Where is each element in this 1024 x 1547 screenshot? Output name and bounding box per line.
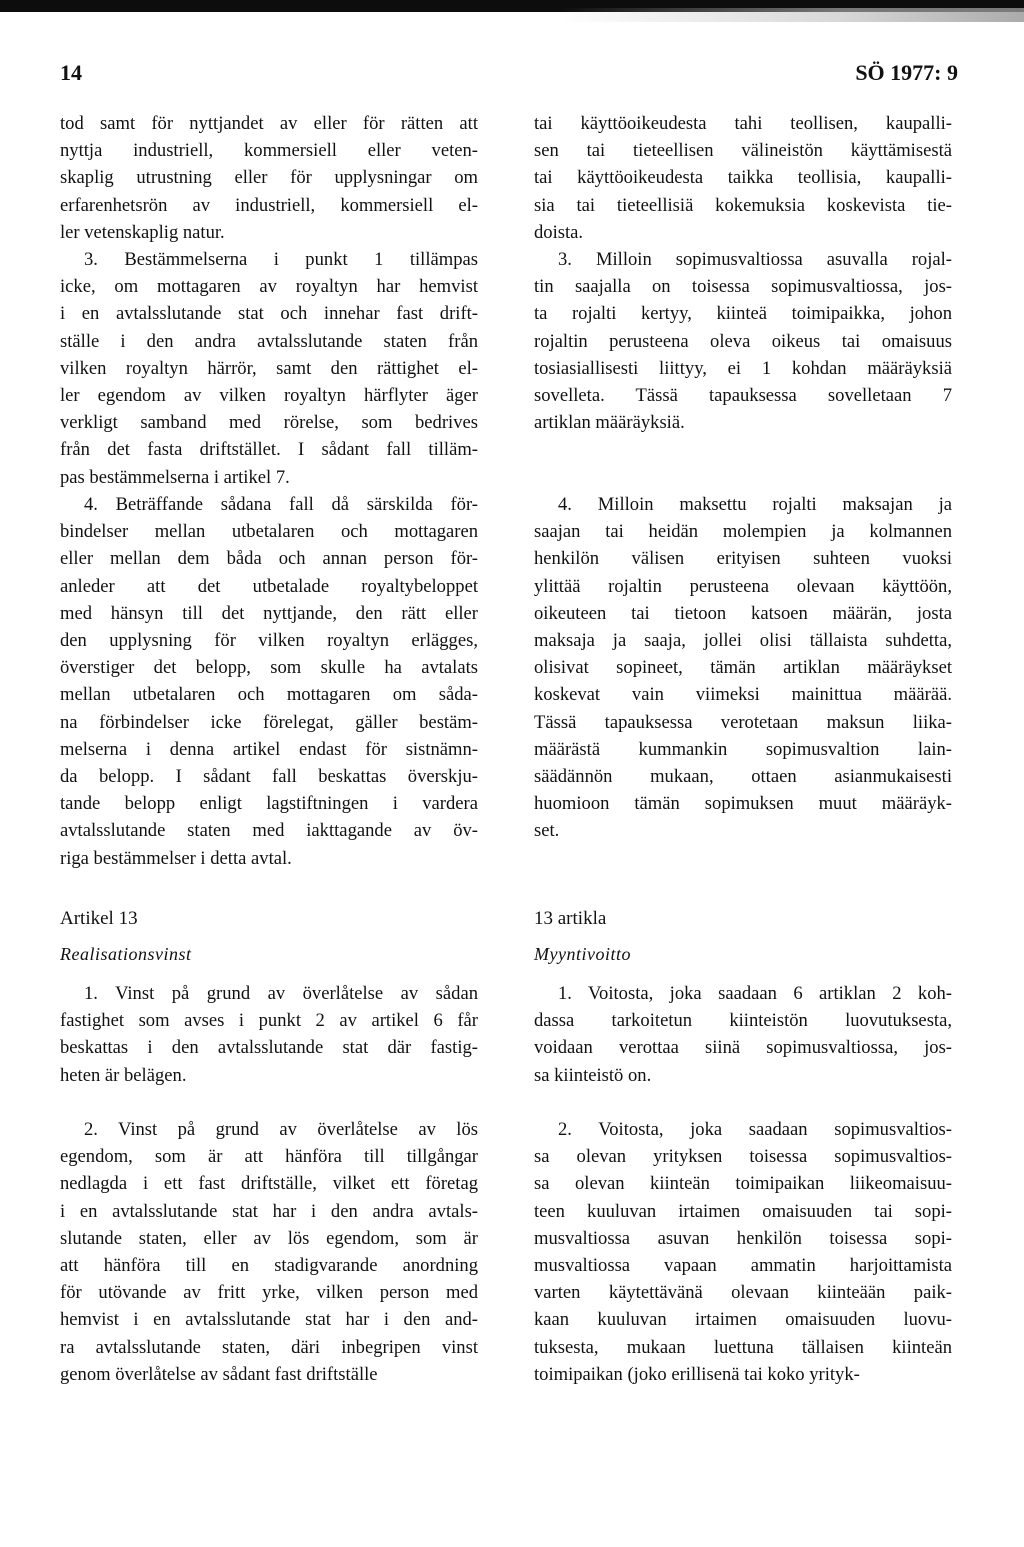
text-line: 2. Vinst på grund av överlåtelse av lös — [84, 1119, 478, 1140]
fi-article-subheading: Myyntivoitto — [534, 944, 631, 964]
text-line: tin saajalla on toisessa sopimusvaltiossa, jos- — [534, 276, 952, 298]
sv-article-13-paragraph-2 — [60, 1116, 478, 1388]
text-line: den upplysning för vilken royaltyn erlägges, — [60, 630, 478, 652]
text-line: melserna i denna artikel endast för sistnämn- — [60, 738, 478, 760]
fi-paragraph-4 — [534, 491, 952, 845]
text-line: tai käyttöoikeudesta tahi teollisen, kaupalli- — [534, 113, 952, 134]
text-line: riga bestämmelser i detta avtal. — [60, 847, 292, 869]
text-line: tande belopp enligt lagstiftningen i vardera — [60, 793, 478, 815]
fi-article-heading: 13 artikla — [534, 908, 607, 929]
text-line: tosiasiallisesti liittyy, ei 1 kohdan määräyksiä — [534, 357, 952, 379]
text-line: ler vetenskaplig natur. — [60, 221, 225, 243]
sv-intro-paragraph — [60, 110, 478, 246]
sv-article-heading: Artikel 13 — [60, 908, 138, 929]
sv-article-subheading: Realisationsvinst — [60, 944, 192, 964]
text-line: ta rojalti kertyy, kiinteä toimipaikka, johon — [534, 303, 952, 325]
text-line: da belopp. I sådant fall beskattas överskju- — [60, 766, 478, 788]
text-line: saajan tai heidän molempien ja kolmannen — [534, 521, 952, 543]
text-line: sa olevan yrityksen toisessa sopimusvaltios- — [534, 1146, 952, 1168]
text-line: varten käytettävänä olevaan kiinteään paik- — [534, 1282, 952, 1304]
text-line: ylittää rojaltin perusteena olevaan käyttöön, — [534, 575, 952, 597]
text-line: sa kiinteistö on. — [534, 1064, 652, 1086]
fi-article-13-paragraph-2 — [534, 1116, 952, 1388]
text-line: mellan utbetalaren och mottagaren om såda- — [60, 684, 478, 706]
text-line: musvaltiossa vapaan ammatin harjoittamista — [534, 1255, 952, 1277]
text-line: nedlagda i ett fast driftställe, vilket ett företag — [60, 1173, 478, 1195]
text-line: määrästä kummankin sopimusvaltion lain- — [534, 738, 952, 760]
text-line: för utövande av fritt yrke, vilken person med — [60, 1282, 478, 1304]
text-line: tod samt för nyttjandet av eller för rätten att — [60, 113, 478, 134]
text-line: från det fasta driftstället. I sådant fall tilläm- — [60, 439, 478, 461]
sv-article-13-paragraph-1 — [60, 980, 478, 1089]
text-line: genom överlåtelse av sådant fast driftställe — [60, 1363, 378, 1385]
text-line: hemvist i en avtalsslutande stat har i den and- — [60, 1309, 478, 1331]
fi-article-13-paragraph-1 — [534, 980, 952, 1089]
text-line: avtalsslutande staten med iakttagande av öv- — [60, 820, 478, 842]
text-line: med hänsyn till det nyttjande, den rätt eller — [60, 602, 478, 624]
text-line: sia tai tieteellisiä kokemuksia koskevista tie- — [534, 194, 952, 216]
top-rule-fade — [560, 8, 1024, 22]
text-line: tai käyttöoikeudesta taikka teollisia, kaupalli- — [534, 167, 952, 189]
text-line: bindelser mellan utbetalaren och mottagaren — [60, 521, 478, 543]
text-line: säädännön mukaan, ottaen asianmukaisesti — [534, 766, 952, 788]
text-line: att hänföra till en stadigvarande anordning — [60, 1255, 478, 1277]
text-line: heten är belägen. — [60, 1064, 187, 1086]
text-line: oikeuteen tai tietoon katsoen määrän, josta — [534, 602, 952, 624]
text-line: i en avtalsslutande stat och innehar fast drift- — [60, 303, 478, 325]
text-line: ställe i den andra avtalsslutande staten från — [60, 330, 478, 352]
text-line: i en avtalsslutande stat har i den andra avtals- — [60, 1200, 478, 1222]
text-line: toimipaikan (joko erillisenä tai koko yrityk- — [534, 1363, 860, 1385]
text-line: 1. Vinst på grund av överlåtelse av sådan — [84, 983, 478, 1004]
text-line: 1. Voitosta, joka saadaan 6 artiklan 2 koh- — [558, 983, 952, 1004]
text-line: musvaltiossa asuvan henkilön toisessa sopi- — [534, 1227, 952, 1249]
text-line: 4. Beträffande sådana fall då särskilda för- — [84, 494, 478, 515]
text-line: doista. — [534, 221, 584, 243]
document-reference: SÖ 1977: 9 — [855, 60, 958, 85]
text-line: vilken royaltyn härrör, samt den rättighet el- — [60, 357, 478, 379]
fi-paragraph-3 — [534, 246, 952, 436]
text-line: sovelleta. Tässä tapauksessa sovelletaan 7 — [534, 385, 952, 407]
fi-intro-paragraph — [534, 110, 952, 246]
text-line: fastighet som avses i punkt 2 av artikel 6 får — [60, 1010, 478, 1032]
sv-paragraph-3 — [60, 246, 478, 491]
text-line: anleder att det utbetalade royaltybeloppet — [60, 575, 478, 597]
text-line: pas bestämmelserna i artikel 7. — [60, 466, 290, 488]
text-line: ler egendom av vilken royaltyn härflyter äger — [60, 385, 478, 407]
text-line: erfarenhetsrön av industriell, kommersiell el- — [60, 194, 478, 216]
text-line: henkilön välisen erityisen suhteen vuoksi — [534, 548, 952, 570]
text-line: tuksesta, mukaan luettuna tällaisen kiinteän — [534, 1336, 952, 1358]
text-line: olisivat sopineet, tämän artiklan määräykset — [534, 657, 952, 679]
text-line: voidaan verottaa siinä sopimusvaltiossa, jos- — [534, 1037, 952, 1059]
text-line: icke, om mottagaren av royaltyn har hemvist — [60, 276, 478, 298]
text-line: sa olevan kiinteän toimipaikan liikeomaisuu- — [534, 1173, 952, 1195]
text-line: ra avtalsslutande staten, däri inbegripen vinst — [60, 1336, 478, 1358]
text-line: eller mellan dem båda och annan person för- — [60, 548, 478, 570]
text-line: egendom, som är att hänföra till tillgångar — [60, 1146, 478, 1168]
text-line: koskevat vain viimeksi mainittua määrää. — [534, 684, 952, 706]
text-line: nyttja industriell, kommersiell eller veten- — [60, 140, 478, 162]
text-line: set. — [534, 820, 560, 842]
text-line: slutande staten, eller av lös egendom, som är — [60, 1227, 478, 1249]
text-line: kaan kuuluvan irtaimen omaisuuden luovu- — [534, 1309, 952, 1331]
text-line: verkligt samband med rörelse, som bedrives — [60, 412, 478, 434]
text-line: sen tai tieteellisen välineistön käyttämisestä — [534, 140, 952, 162]
text-line: beskattas i den avtalsslutande stat där fastig- — [60, 1037, 478, 1059]
text-line: dassa tarkoitetun kiinteistön luovutuksesta, — [534, 1010, 952, 1032]
sv-paragraph-4 — [60, 491, 478, 872]
page-number: 14 — [60, 60, 82, 85]
text-line: artiklan määräyksiä. — [534, 412, 685, 434]
text-line: na förbindelser icke förelegat, gäller bestäm- — [60, 711, 478, 733]
text-line: rojaltin perusteena oleva oikeus tai omaisuus — [534, 330, 952, 352]
text-line: maksaja ja saaja, jollei olisi tällaista suhdetta, — [534, 630, 952, 652]
text-line: 2. Voitosta, joka saadaan sopimusvaltios- — [558, 1119, 952, 1140]
text-line: skaplig utrustning eller för upplysningar om — [60, 167, 478, 189]
text-line: huomioon tämän sopimuksen muut määräyk- — [534, 793, 952, 815]
text-line: 3. Milloin sopimusvaltiossa asuvalla rojal- — [558, 249, 952, 270]
text-line: 4. Milloin maksettu rojalti maksajan ja — [558, 494, 952, 515]
text-line: överstiger det belopp, som skulle ha avtalats — [60, 657, 478, 679]
text-line: 3. Bestämmelserna i punkt 1 tillämpas — [84, 249, 478, 270]
text-line: Tässä tapauksessa verotetaan maksun liika- — [534, 711, 952, 733]
text-line: teen kuuluvan irtaimen omaisuuden tai sopi- — [534, 1200, 952, 1222]
